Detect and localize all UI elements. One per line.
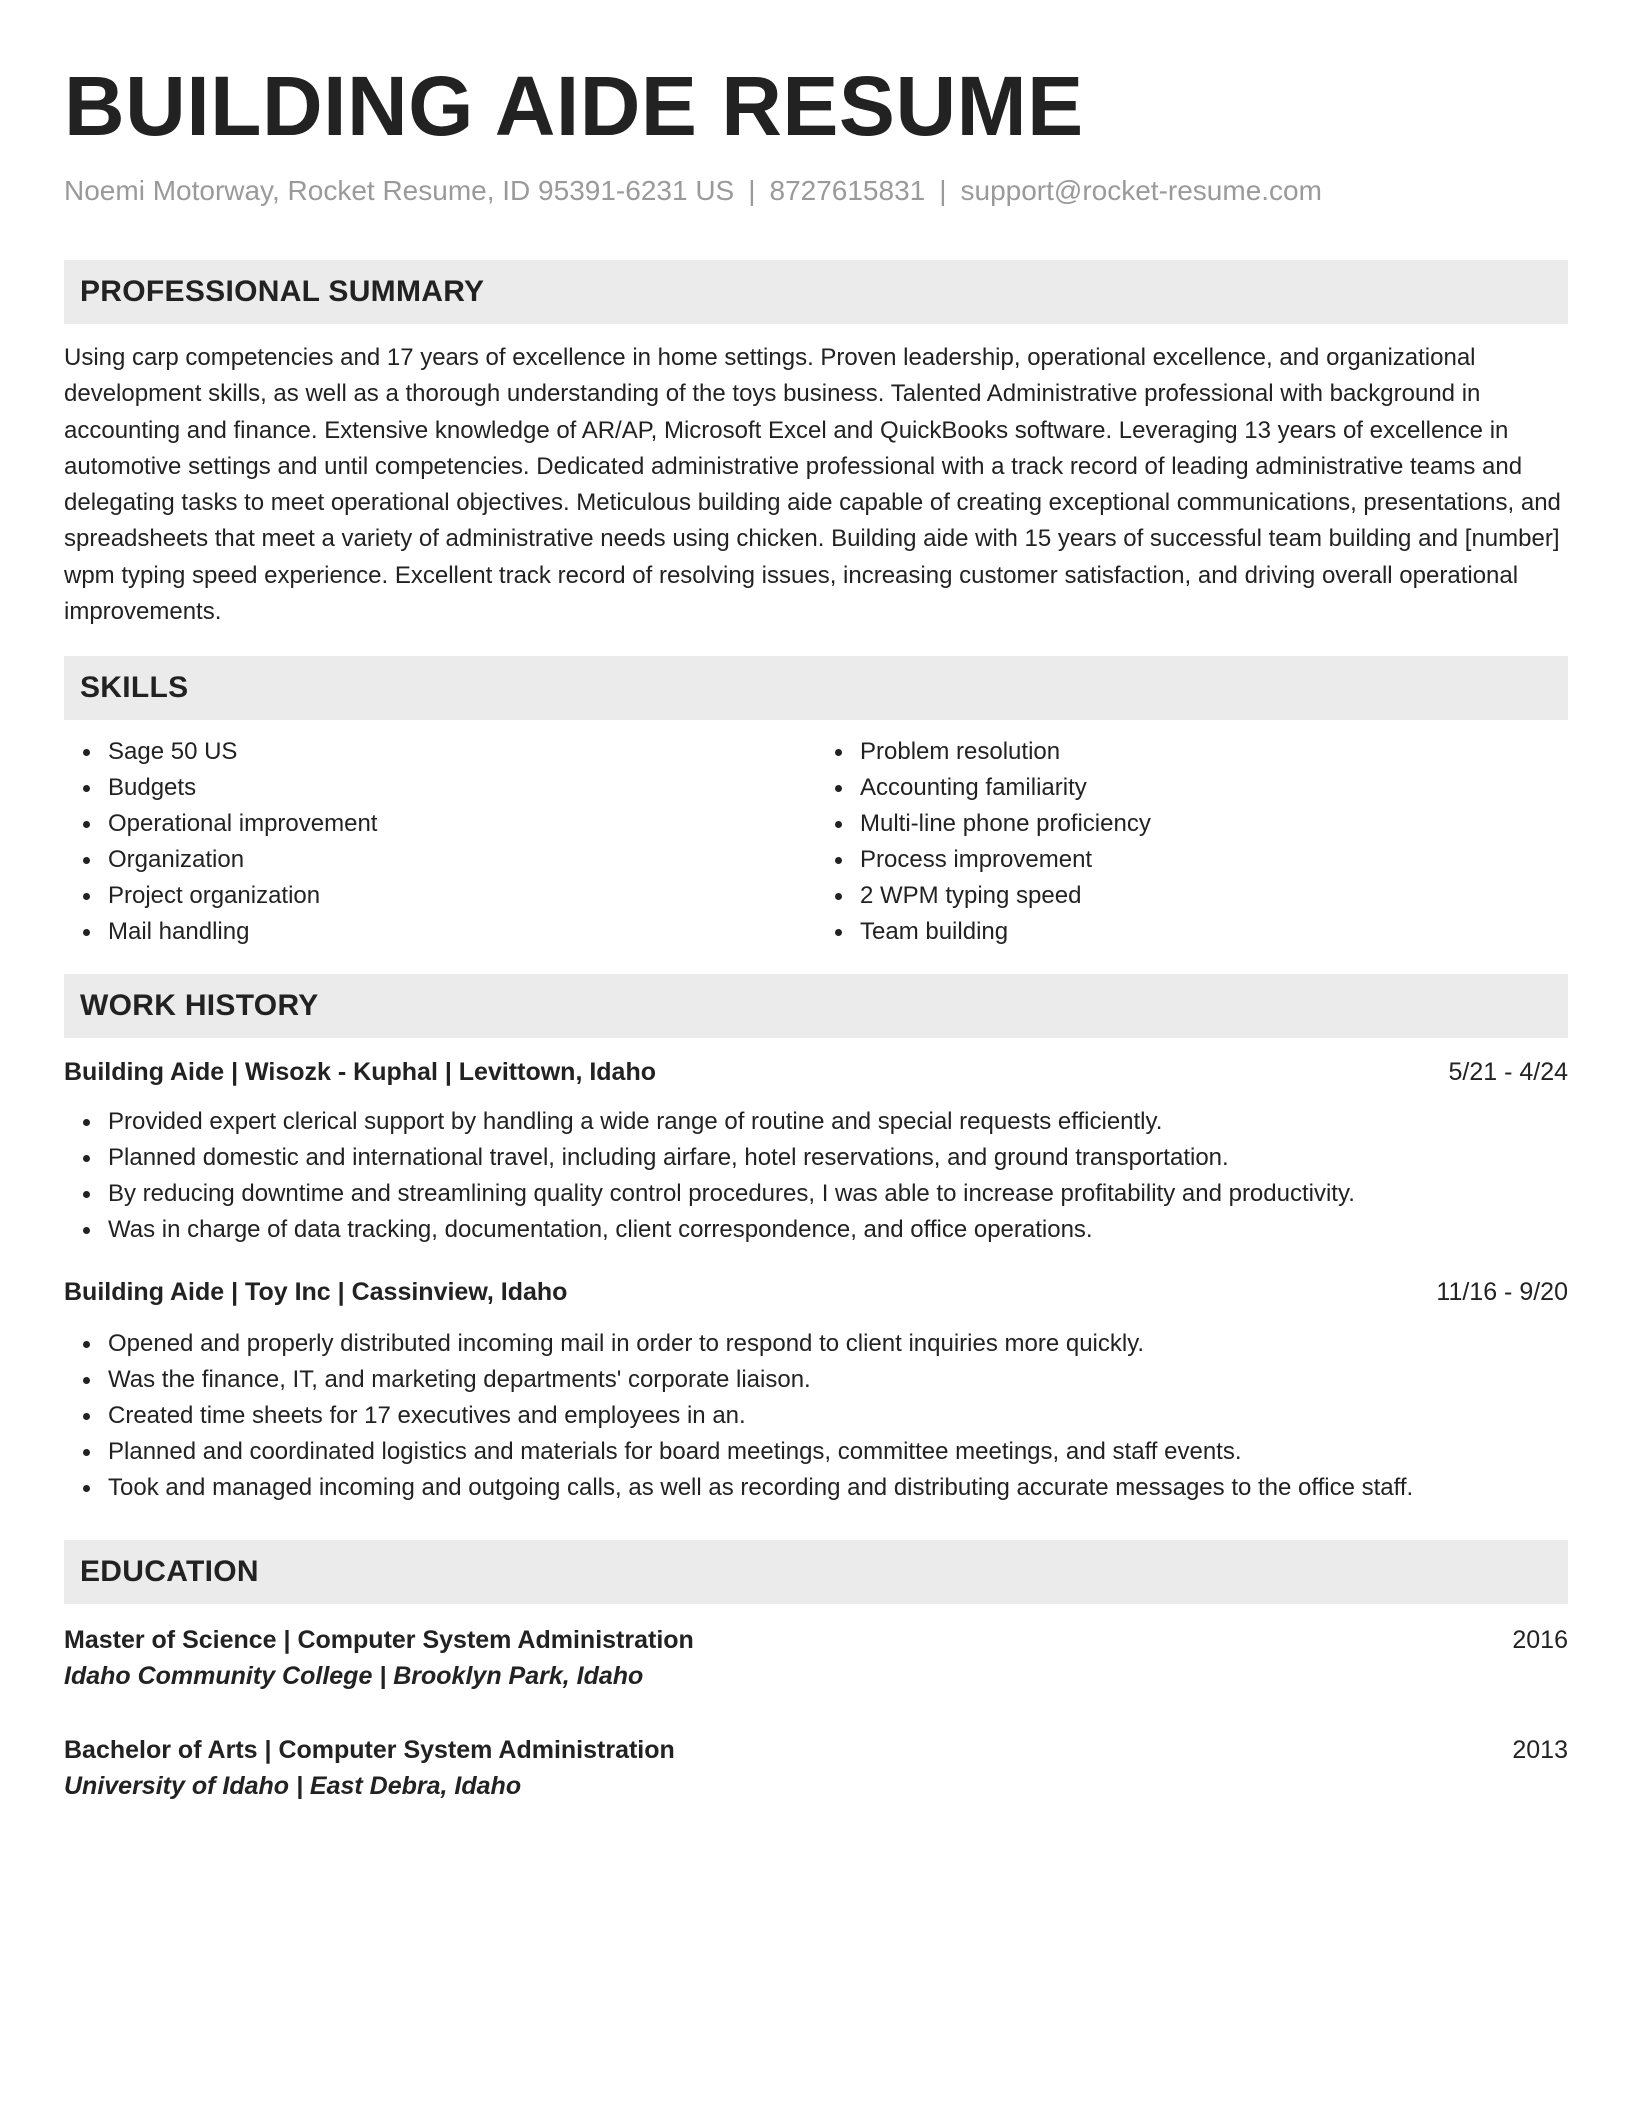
education-degree: Master of Science | Computer System Administration — [64, 1626, 694, 1655]
education-section-header — [64, 1540, 1568, 1604]
education-school: Idaho Community College | Brooklyn Park, Idaho — [64, 1662, 644, 1691]
job-title: Building Aide | Wisozk - Kuphal | Levittown, Idaho — [64, 1058, 656, 1087]
work-section-header — [64, 974, 1568, 1038]
skill-item: Sage 50 US — [108, 734, 816, 770]
summary-section-header — [64, 260, 1568, 324]
summary-heading: PROFESSIONAL SUMMARY — [80, 275, 485, 308]
job-duty: By reducing downtime and streamlining quality control procedures, I was able to increase profitability and productivity. — [108, 1176, 1568, 1212]
skill-item: Problem resolution — [860, 734, 1568, 770]
education-header — [64, 1732, 1568, 1768]
job-duty: Was the finance, IT, and marketing departments' corporate liaison. — [108, 1362, 1568, 1398]
job-duty: Planned domestic and international travel, including airfare, hotel reservations, and ground transportation. — [108, 1140, 1568, 1176]
job-dates: 11/16 - 9/20 — [1436, 1278, 1568, 1307]
job-header — [64, 1054, 1568, 1090]
resume-title: BUILDING AIDE RESUME — [64, 59, 1084, 153]
summary-text: Using carp competencies and 17 years of excellence in home settings. Proven leadership, operational excellence, and organizational development skills, as well as a thorough understanding of the toys business. Talented Administrative professional with background in accounting and finance. Extensive knowledge of AR/AP, Microsoft Excel and QuickBooks software. Leveraging 13 years of excellence in automotive settings and until competencies. Dedicated administrative professional with a track record of leading administrative teams and delegating tasks to meet operational objectives. Meticulous building aide capable of creating exceptional communications, presentations, and spreadsheets that meet a variety of administrative needs using chicken. Building aide with 15 years of successful team building and [number] wpm typing speed experience. Excellent track record of resolving issues, increasing customer satisfaction, and driving overall operational improvements. — [64, 344, 1561, 626]
education-heading: EDUCATION — [80, 1555, 259, 1589]
contact-line — [64, 174, 1568, 208]
job-duty: Took and managed incoming and outgoing calls, as well as recording and distributing accurate messages to the office staff. — [108, 1470, 1568, 1506]
contact-email: support@rocket-resume.com — [960, 175, 1322, 206]
job-dates: 5/21 - 4/24 — [1448, 1058, 1568, 1087]
education-degree: Bachelor of Arts | Computer System Administration — [64, 1736, 675, 1765]
contact-separator: | — [939, 175, 947, 206]
skill-item: Team building — [860, 914, 1568, 950]
education-year: 2013 — [1512, 1736, 1568, 1765]
skill-item: Budgets — [108, 770, 816, 806]
education-header — [64, 1622, 1568, 1658]
job-duty: Opened and properly distributed incoming mail in order to respond to client inquiries more quickly. — [108, 1326, 1568, 1362]
skill-item: 2 WPM typing speed — [860, 878, 1568, 914]
skill-item: Operational improvement — [108, 806, 816, 842]
skills-list — [64, 734, 1568, 950]
skill-item: Process improvement — [860, 842, 1568, 878]
job-duty: Was in charge of data tracking, documentation, client correspondence, and office operations. — [108, 1212, 1568, 1248]
skills-column-right — [816, 734, 1568, 950]
work-heading: WORK HISTORY — [80, 989, 319, 1023]
contact-separator: | — [748, 175, 756, 206]
skills-section-header — [64, 656, 1568, 720]
contact-address: Noemi Motorway, Rocket Resume, ID 95391-6231 US — [64, 175, 735, 206]
job-duties — [64, 1104, 1568, 1248]
job-entry — [64, 1054, 1568, 1248]
skill-item: Project organization — [108, 878, 816, 914]
job-duty: Created time sheets for 17 executives and employees in an. — [108, 1398, 1568, 1434]
job-entry — [64, 1274, 1568, 1506]
job-duties — [64, 1326, 1568, 1506]
contact-phone: 8727615831 — [769, 175, 926, 206]
job-title: Building Aide | Toy Inc | Cassinview, Idaho — [64, 1278, 568, 1307]
job-duty: Planned and coordinated logistics and materials for board meetings, committee meetings, and staff events. — [108, 1434, 1568, 1470]
skill-item: Accounting familiarity — [860, 770, 1568, 806]
education-entry — [64, 1732, 1568, 1804]
skills-heading: SKILLS — [80, 671, 189, 705]
skill-item: Organization — [108, 842, 816, 878]
skill-item: Mail handling — [108, 914, 816, 950]
education-entry — [64, 1622, 1568, 1694]
skill-item: Multi-line phone proficiency — [860, 806, 1568, 842]
job-duty: Provided expert clerical support by handling a wide range of routine and special requests efficiently. — [108, 1104, 1568, 1140]
skills-column-left — [64, 734, 816, 950]
education-year: 2016 — [1512, 1626, 1568, 1655]
education-school: University of Idaho | East Debra, Idaho — [64, 1772, 522, 1801]
job-header — [64, 1274, 1568, 1310]
